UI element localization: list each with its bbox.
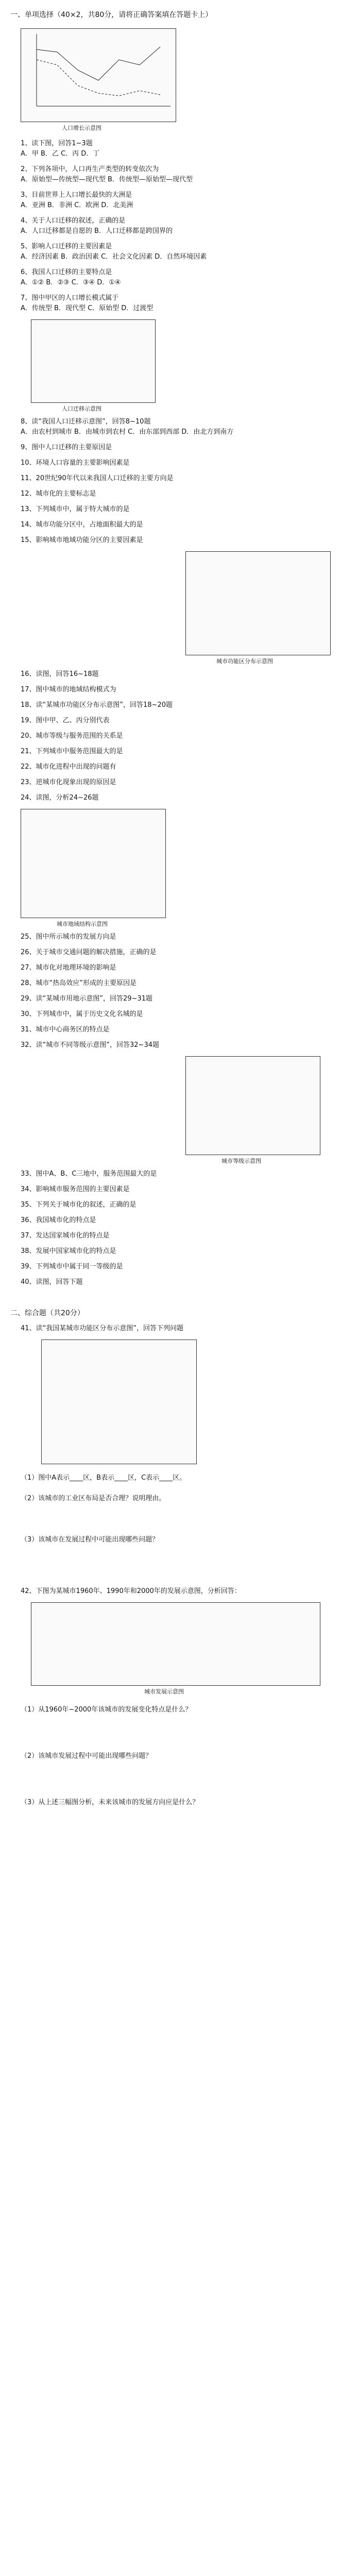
line-graph [21,29,176,122]
question: 12、城市化的主要标志是 [21,490,96,498]
question-part: （1）图中A表示____区，B表示____区，C表示____区。 [21,1474,186,1482]
question: 36、我国城市化的特点是 [21,1216,96,1224]
figure-urban-structure [21,809,166,918]
question-part: （1）从1960年~2000年该城市的发展变化特点是什么？ [21,1706,192,1714]
section-title: 一、单项选择（40×2，共80分，请将正确答案填在答题卡上） [10,11,213,19]
question: 27、城市化对地理环境的影响是 [21,964,116,972]
options: A．亚洲 B．非洲 C．欧洲 D．北美洲 [21,201,133,209]
question: 5、影响人口迁移的主要因素是 [21,243,112,250]
figure-function-areas [41,1340,197,1464]
question-part: （3）该城市在发展过程中可能出现哪些问题？ [21,1536,159,1544]
question: 32、读“城市不同等级示意图”，回答32~34题 [21,1041,159,1049]
question: 15、影响城市地域功能分区的主要因素是 [21,536,143,544]
question: 26、关于城市交通问题的解决措施，正确的是 [21,948,157,956]
question: 1、读下图，回答1~3题 [21,140,93,147]
question: 40、读图，回答下题 [21,1278,83,1286]
figure-city-zones [185,551,331,655]
question: 38、发展中国家城市化的特点是 [21,1247,116,1255]
question: 33、图中A、B、C三地中，服务范围最大的是 [21,1170,157,1178]
options: A．由农村到城市 B．由城市到农村 C．由东部到西部 D．由北方到南方 [21,428,234,436]
options: A．甲 B．乙 C．丙 D．丁 [21,150,100,158]
question: 25、图中所示城市的发展方向是 [21,933,116,941]
question: 6、我国人口迁移的主要特点是 [21,268,112,276]
question: 23、逆城市化现象出现的原因是 [21,778,116,786]
question: 13、下列城市中，属于特大城市的是 [21,505,130,513]
question: 28、城市“热岛效应”形成的主要原因是 [21,979,137,987]
options: A．经济因素 B．政治因素 C．社会文化因素 D．自然环境因素 [21,253,207,261]
figure-caption: 人口迁移示意图 [62,405,101,412]
question: 14、城市功能分区中，占地面积最大的是 [21,521,143,529]
figure-city-levels [185,1056,320,1155]
question: 37、发达国家城市化的特点是 [21,1232,110,1240]
figure-caption: 城市等级示意图 [221,1158,261,1164]
options: A．人口迁移都是自愿的 B．人口迁移都是跨国界的 [21,227,173,235]
question: 24、读图，分析24~26题 [21,794,99,802]
figure-migration [31,319,156,403]
question: 18、读“某城市功能区分布示意图”，回答18~20题 [21,701,173,709]
figure-caption: 城市发展示意图 [144,1688,184,1695]
question: 17、图中城市的地域结构模式为 [21,686,116,693]
figure-city-growth [31,1602,320,1686]
question: 34、影响城市服务范围的主要因素是 [21,1185,130,1193]
question: 30、下列城市中，属于历史文化名城的是 [21,1010,143,1018]
question-part: （3）从上述三幅图分析，未来该城市的发展方向应是什么？ [21,1799,199,1806]
figure-caption: 城市功能区分布示意图 [216,658,273,665]
question: 3、目前世界上人口增长最快的大洲是 [21,191,132,199]
question: 31、城市中心商务区的特点是 [21,1026,110,1033]
section-title: 二、综合题（共20分） [10,1309,84,1317]
question: 42、下图为某城市1960年、1990年和2000年的发展示意图，分析回答： [21,1587,241,1595]
question: 4、关于人口迁移的叙述，正确的是 [21,217,126,225]
question-part: （2）该城市的工业区布局是否合理？说明理由。 [21,1495,166,1502]
question: 41、读“我国某城市功能区分布示意图”，回答下列问题 [21,1325,184,1332]
question: 2、下列各项中，人口再生产类型的转变依次为 [21,165,159,173]
question: 10、环境人口容量的主要影响因素是 [21,459,130,467]
question: 19、图中甲、乙、丙分别代表 [21,717,110,724]
question-part: （2）该城市发展过程中可能出现哪些问题？ [21,1752,152,1760]
question: 22、城市化进程中出现的问题有 [21,763,116,771]
question: 39、下列城市中属于同一等级的是 [21,1263,123,1270]
options: A．①② B．②③ C．③④ D．①④ [21,279,121,286]
question: 20、城市等级与服务范围的关系是 [21,732,123,740]
question: 35、下列关于城市化的叙述，正确的是 [21,1201,137,1209]
question: 11、20世纪90年代以来我国人口迁移的主要方向是 [21,474,174,482]
question: 29、读“某城市用地示意图”，回答29~31题 [21,995,152,1003]
options: A．传统型 B．现代型 C．原始型 D．过渡型 [21,304,154,312]
question: 8、读“我国人口迁移示意图”，回答8~10题 [21,418,151,426]
question: 21、下列城市中服务范围最大的是 [21,748,123,755]
question: 16、读图，回答16~18题 [21,670,99,678]
question: 9、图中人口迁移的主要原因是 [21,444,112,451]
options: A．原始型—传统型—现代型 B．传统型—原始型—现代型 [21,176,193,183]
figure-caption: 人口增长示意图 [62,125,101,131]
figure-caption: 城市地域结构示意图 [57,921,108,927]
figure-population [21,28,176,122]
question: 7、图中甲区的人口增长模式属于 [21,294,119,302]
